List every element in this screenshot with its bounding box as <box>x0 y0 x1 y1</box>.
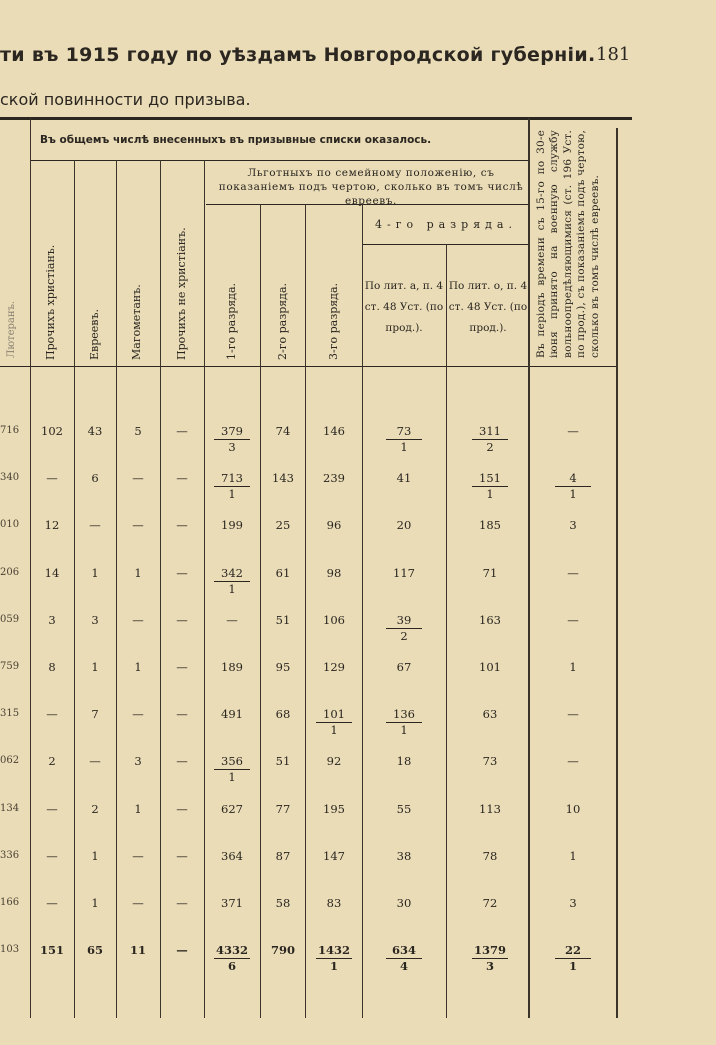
cell-christ: 14 <box>44 566 60 580</box>
row-partial-number: 134 <box>0 803 20 814</box>
cell-r3-sub: 1 <box>329 959 338 973</box>
header-general: Въ общемъ числѣ внесенныхъ въ призывные списки оказалось. <box>40 134 432 146</box>
cell-christ: 12 <box>44 518 60 532</box>
cell-muslim: 3 <box>134 754 142 768</box>
cell-r4a: 39 <box>396 613 412 627</box>
cell-christ: 151 <box>39 943 64 957</box>
header-partial-column: Лютеранъ. <box>6 300 17 358</box>
cell-r3: 1432 <box>317 943 350 957</box>
cell-side: — <box>567 707 579 721</box>
page-subtitle: ской повинности до призыва. <box>0 90 251 109</box>
cell-r4a: 67 <box>396 660 412 674</box>
header-category-3: 3-го разряда. <box>327 282 340 360</box>
cell-side: 4 <box>569 471 577 485</box>
cell-r4a: 117 <box>393 566 415 580</box>
cell-christ: — <box>46 802 58 816</box>
cell-jews: 1 <box>91 896 99 910</box>
header-category-2: 2-го разряда. <box>276 282 289 360</box>
cell-nonchrist: — <box>176 943 188 957</box>
cell-jews: 6 <box>91 471 99 485</box>
cell-r2: 25 <box>275 518 291 532</box>
cell-r4b-sub: 1 <box>486 487 494 501</box>
cell-r3: 239 <box>323 471 345 485</box>
cell-r2: 61 <box>275 566 291 580</box>
cell-r1: — <box>226 613 238 627</box>
cell-jews: 2 <box>91 802 99 816</box>
row-partial-number: 340 <box>0 472 20 483</box>
cell-r4a: 20 <box>396 518 412 532</box>
cell-side-sub: 1 <box>569 487 577 501</box>
cell-r1: 379 <box>221 424 243 438</box>
cell-r1: 364 <box>221 849 243 863</box>
cell-r4b: 113 <box>479 802 501 816</box>
cell-muslim: 1 <box>134 802 142 816</box>
cell-r1: 627 <box>221 802 243 816</box>
cell-r1-sub: 3 <box>228 440 236 454</box>
cell-side: — <box>567 424 579 438</box>
general-header-rule <box>30 160 528 161</box>
cell-r2: 68 <box>275 707 291 721</box>
page-title: ти въ 1915 году по уѣздамъ Новгородской губерніи. <box>0 44 596 66</box>
cell-nonchrist: — <box>176 754 188 768</box>
cell-christ: — <box>46 471 58 485</box>
header-muslims: Магометанъ. <box>130 284 143 360</box>
row-partial-number: 166 <box>0 897 20 908</box>
cell-r4b: 63 <box>482 707 498 721</box>
cell-jews: 7 <box>91 707 99 721</box>
cell-r1-sub: 1 <box>228 770 236 784</box>
cell-r1: 199 <box>221 518 243 532</box>
cell-r4a: 55 <box>396 802 412 816</box>
cell-muslim: 5 <box>134 424 142 438</box>
cell-side: 3 <box>569 518 577 532</box>
cell-r4b-sub: 3 <box>485 959 494 973</box>
cell-r4b: 71 <box>482 566 498 580</box>
row-partial-number: 062 <box>0 755 20 766</box>
cell-r4b: 1379 <box>473 943 506 957</box>
cell-r4a: 41 <box>396 471 412 485</box>
header-volunteers <box>529 126 617 362</box>
cell-r1-sub: 1 <box>228 582 236 596</box>
cell-r4a-sub: 1 <box>400 723 408 737</box>
table-column-rule <box>116 160 117 1018</box>
cell-christ: 3 <box>48 613 56 627</box>
cell-christ: 2 <box>48 754 56 768</box>
cell-r4b: 151 <box>479 471 501 485</box>
cell-r2: 77 <box>275 802 291 816</box>
cell-jews: 1 <box>91 660 99 674</box>
cell-nonchrist: — <box>176 660 188 674</box>
cell-side: 22 <box>564 943 581 957</box>
cell-muslim: — <box>132 518 144 532</box>
cell-nonchrist: — <box>176 849 188 863</box>
row-partial-number: 336 <box>0 850 20 861</box>
cell-r3: 195 <box>323 802 345 816</box>
header-volunteers-text: Въ періодъ времени съ 15-го по 30-е іюня принято на военную службу вольноопредѣляющимися (ст. 196 Уст. по прод.), съ показаніемъ подъ чертою, сколько въ томъ числѣ евреевъ. <box>535 130 601 358</box>
cell-muslim: 1 <box>134 660 142 674</box>
cell-r1: 491 <box>221 707 243 721</box>
header-other-christians: Прочихъ христіанъ. <box>44 244 57 360</box>
cell-r2: 58 <box>275 896 291 910</box>
cell-jews: — <box>89 754 101 768</box>
cell-r4a: 38 <box>396 849 412 863</box>
table-column-rule <box>446 244 447 1018</box>
cell-r4a-sub: 4 <box>399 959 408 973</box>
cell-side: 3 <box>569 896 577 910</box>
cell-r3: 106 <box>323 613 345 627</box>
cell-side: 10 <box>565 802 581 816</box>
cell-r3-sub: 1 <box>330 723 338 737</box>
cell-r1: 4332 <box>215 943 248 957</box>
cell-r1: 356 <box>221 754 243 768</box>
cell-nonchrist: — <box>176 424 188 438</box>
cell-muslim: — <box>132 471 144 485</box>
cell-jews: 43 <box>87 424 103 438</box>
row-partial-number: 059 <box>0 614 20 625</box>
row-partial-number: 206 <box>0 567 20 578</box>
r4-header-rule <box>362 244 528 245</box>
cell-r4a: 136 <box>393 707 415 721</box>
cell-r4b: 163 <box>479 613 501 627</box>
cell-r4b: 78 <box>482 849 498 863</box>
cell-r1-sub: 1 <box>228 487 236 501</box>
cell-nonchrist: — <box>176 707 188 721</box>
cell-r4b: 101 <box>479 660 501 674</box>
cell-christ: 102 <box>41 424 63 438</box>
cell-r1-sub: 6 <box>227 959 236 973</box>
row-partial-number: 315 <box>0 708 20 719</box>
cell-r2: 51 <box>275 613 291 627</box>
cell-muslim: 11 <box>129 943 146 957</box>
cell-r1: 189 <box>221 660 243 674</box>
cell-r4a: 634 <box>391 943 416 957</box>
cell-r4b: 311 <box>479 424 501 438</box>
cell-r3: 96 <box>326 518 342 532</box>
cell-r2: 87 <box>275 849 291 863</box>
cell-side: — <box>567 613 579 627</box>
cell-r3: 129 <box>323 660 345 674</box>
cell-r3: 147 <box>323 849 345 863</box>
header-category-4b: По лит. о, п. 4 ст. 48 Уст. (по прод.). <box>448 280 528 334</box>
cell-jews: 65 <box>86 943 103 957</box>
cell-christ: — <box>46 849 58 863</box>
cell-muslim: 1 <box>134 566 142 580</box>
cell-r2: 790 <box>270 943 295 957</box>
cell-christ: — <box>46 707 58 721</box>
row-partial-number: 010 <box>0 519 20 530</box>
cell-r3: 146 <box>323 424 345 438</box>
cell-r3: 101 <box>323 707 345 721</box>
cell-r4a: 30 <box>396 896 412 910</box>
cell-r3: 83 <box>326 896 342 910</box>
cell-muslim: — <box>132 707 144 721</box>
table-top-rule <box>0 117 632 120</box>
row-partial-number: 759 <box>0 661 20 672</box>
cell-jews: — <box>89 518 101 532</box>
cell-r1: 371 <box>221 896 243 910</box>
row-partial-number: 716 <box>0 425 20 436</box>
cell-christ: — <box>46 896 58 910</box>
cell-jews: 1 <box>91 566 99 580</box>
cell-r4a: 18 <box>396 754 412 768</box>
cell-r1: 342 <box>221 566 243 580</box>
cell-r4b: 72 <box>482 896 498 910</box>
cell-r4b: 73 <box>482 754 498 768</box>
cell-nonchrist: — <box>176 566 188 580</box>
cell-r3: 98 <box>326 566 342 580</box>
cell-side: — <box>567 754 579 768</box>
header-category-4: 4-го разряда. <box>374 218 517 231</box>
cell-jews: 1 <box>91 849 99 863</box>
page-number: 181 <box>596 44 631 65</box>
cell-side: — <box>567 566 579 580</box>
cell-muslim: — <box>132 613 144 627</box>
cell-side: 1 <box>569 660 577 674</box>
cell-r4a: 73 <box>396 424 412 438</box>
header-bottom-rule <box>0 366 618 367</box>
cell-r2: 95 <box>275 660 291 674</box>
cell-christ: 8 <box>48 660 56 674</box>
header-other-non-christians: Прочихъ не христіанъ. <box>175 227 188 360</box>
header-jews: Евреевъ. <box>88 309 101 360</box>
cell-r4a-sub: 1 <box>400 440 408 454</box>
header-category-4a: По лит. а, п. 4 ст. 48 Уст. (по прод.). <box>364 280 444 334</box>
cell-r3: 92 <box>326 754 342 768</box>
cell-nonchrist: — <box>176 471 188 485</box>
cell-r4b-sub: 2 <box>486 440 494 454</box>
cell-jews: 3 <box>91 613 99 627</box>
row-partial-number: 103 <box>0 944 20 955</box>
cell-nonchrist: — <box>176 613 188 627</box>
cell-r1: 713 <box>221 471 243 485</box>
cell-r2: 51 <box>275 754 291 768</box>
header-category-1: 1-го разряда. <box>225 282 238 360</box>
cell-r4a-sub: 2 <box>400 629 408 643</box>
cell-r2: 143 <box>272 471 294 485</box>
cell-side-sub: 1 <box>568 959 577 973</box>
header-family-privileged: Льготныхъ по семейному положенію, съ показаніемъ подъ чертою, сколько въ томъ числѣ евреевъ. <box>218 167 524 207</box>
cell-muslim: — <box>132 896 144 910</box>
cell-nonchrist: — <box>176 518 188 532</box>
cell-side: 1 <box>569 849 577 863</box>
cell-r2: 74 <box>275 424 291 438</box>
table-column-rule <box>160 160 161 1018</box>
cell-r4b: 185 <box>479 518 501 532</box>
cell-muslim: — <box>132 849 144 863</box>
cell-nonchrist: — <box>176 802 188 816</box>
cell-nonchrist: — <box>176 896 188 910</box>
table-column-rule <box>74 160 75 1018</box>
